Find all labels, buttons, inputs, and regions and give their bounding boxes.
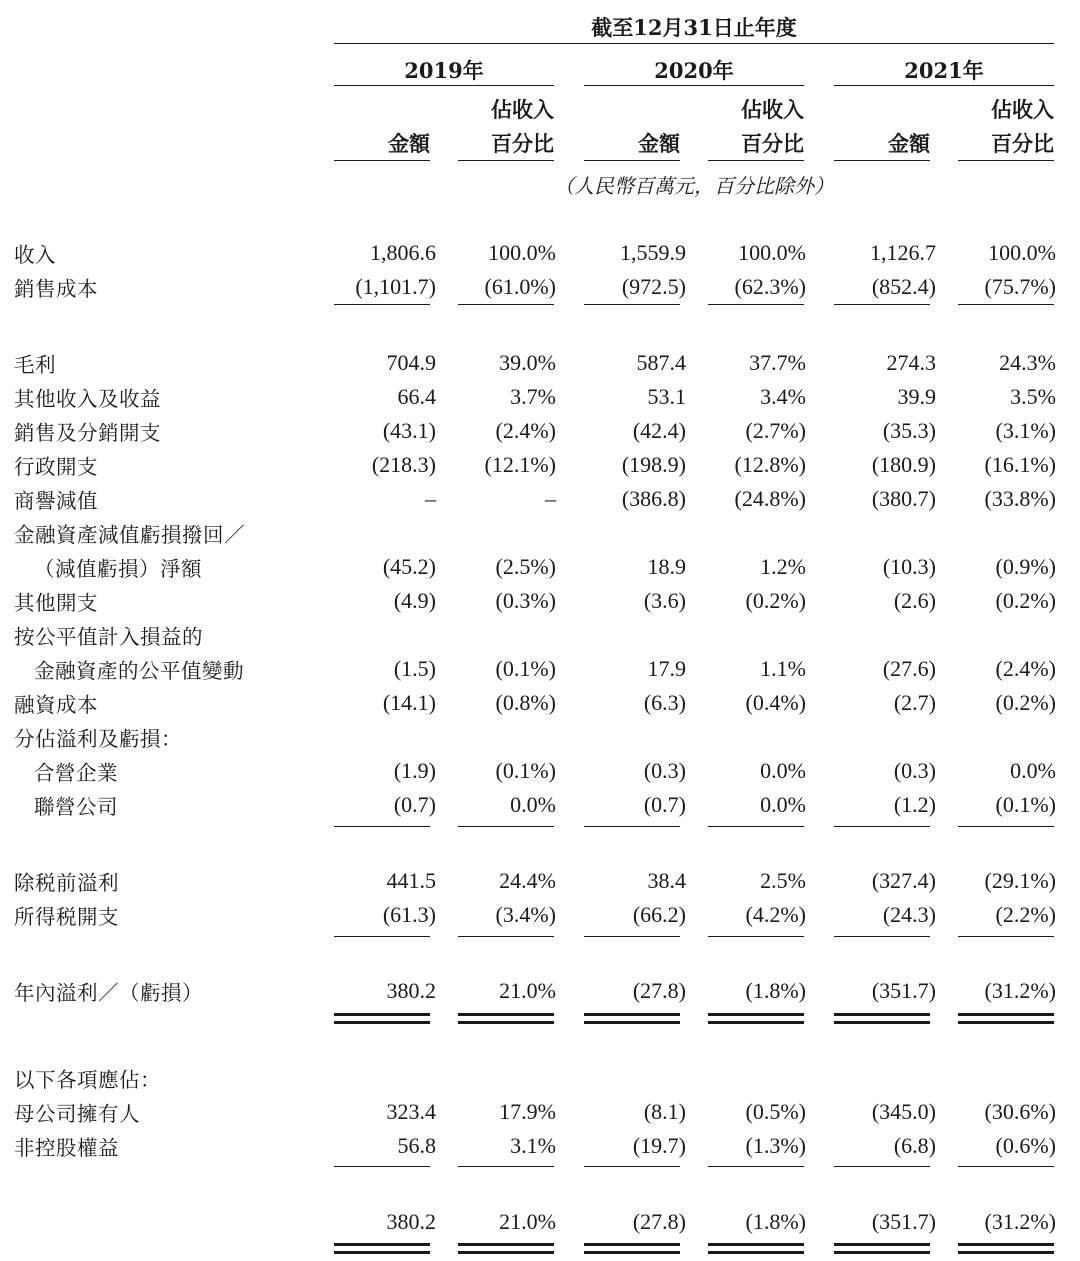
amount-cell: 1,806.6 xyxy=(370,240,436,265)
row-label: 毛利 xyxy=(14,353,56,377)
total-double-rule xyxy=(834,1243,930,1254)
percent-cell: 39.0% xyxy=(499,350,556,375)
amount-cell: (14.1) xyxy=(382,690,436,715)
percent-cell: (0.2%) xyxy=(745,588,806,613)
amount-cell: (0.7) xyxy=(393,792,436,817)
total-double-rule xyxy=(334,1013,430,1024)
percent-cell: (4.2%) xyxy=(745,902,806,927)
total-double-rule xyxy=(708,1243,804,1254)
amount-cell: (972.5) xyxy=(621,274,686,299)
subtotal-rule xyxy=(458,826,554,827)
col-pct1-2019: 佔收入 xyxy=(491,97,554,122)
amount-cell: (19.7) xyxy=(632,1133,686,1158)
amount-cell: (45.2) xyxy=(382,554,436,579)
year-rule-2021 xyxy=(834,85,1054,86)
percent-cell: – xyxy=(545,486,556,511)
amount-cell: – xyxy=(425,486,436,511)
amount-cell: 380.2 xyxy=(386,1209,436,1234)
percent-cell: 1.2% xyxy=(760,554,806,579)
subtotal-rule xyxy=(708,304,804,305)
col-pct1-2021: 佔收入 xyxy=(991,97,1054,122)
amount-cell: (1,101.7) xyxy=(355,274,436,299)
subtotal-rule xyxy=(584,936,680,937)
amount-cell: 66.4 xyxy=(397,384,436,409)
amount-cell: 380.2 xyxy=(386,978,436,1003)
amount-cell: (180.9) xyxy=(871,452,936,477)
amount-cell: 441.5 xyxy=(386,868,436,893)
unit-note: （人民幣百萬元，百分比除外） xyxy=(554,174,834,198)
percent-cell: (0.9%) xyxy=(995,554,1056,579)
amount-cell: 704.9 xyxy=(386,350,436,375)
row-label: 母公司擁有人 xyxy=(14,1102,140,1126)
amount-cell: (4.9) xyxy=(393,588,436,613)
subtotal-rule xyxy=(458,1166,554,1167)
percent-cell: 3.5% xyxy=(1010,384,1056,409)
subtotal-rule xyxy=(708,936,804,937)
amount-cell: (42.4) xyxy=(632,418,686,443)
amount-cell: (1.5) xyxy=(393,656,436,681)
subtotal-rule xyxy=(334,304,430,305)
amount-cell: (0.3) xyxy=(893,758,936,783)
percent-cell: (0.2%) xyxy=(995,588,1056,613)
amount-cell: 39.9 xyxy=(897,384,936,409)
subtotal-rule xyxy=(958,936,1054,937)
percent-cell: 17.9% xyxy=(499,1099,556,1124)
percent-cell: (0.1%) xyxy=(495,656,556,681)
percent-cell: 3.7% xyxy=(510,384,556,409)
col-amount-2019: 金額 xyxy=(388,131,430,156)
row-label: 所得税開支 xyxy=(14,905,119,929)
year-rule-2019 xyxy=(334,85,554,86)
subtotal-rule xyxy=(834,1166,930,1167)
percent-cell: (75.7%) xyxy=(984,274,1056,299)
col-rule xyxy=(834,160,930,161)
row-label: 銷售及分銷開支 xyxy=(14,421,161,445)
percent-cell: (0.1%) xyxy=(495,758,556,783)
subtotal-rule xyxy=(334,826,430,827)
percent-cell: (0.6%) xyxy=(995,1133,1056,1158)
year-rule-2020 xyxy=(584,85,804,86)
percent-cell: (0.8%) xyxy=(495,690,556,715)
amount-cell: 587.4 xyxy=(636,350,686,375)
percent-cell: 3.4% xyxy=(760,384,806,409)
percent-cell: (29.1%) xyxy=(984,868,1056,893)
amount-cell: 274.3 xyxy=(886,350,936,375)
amount-cell: (218.3) xyxy=(371,452,436,477)
percent-cell: (30.6%) xyxy=(984,1099,1056,1124)
col-pct1-2020: 佔收入 xyxy=(741,97,804,122)
percent-cell: (62.3%) xyxy=(734,274,806,299)
col-rule xyxy=(958,160,1054,161)
amount-cell: 53.1 xyxy=(647,384,686,409)
total-double-rule xyxy=(458,1243,554,1254)
subtotal-rule xyxy=(958,826,1054,827)
subtotal-rule xyxy=(584,304,680,305)
percent-cell: (0.5%) xyxy=(745,1099,806,1124)
row-label: 融資成本 xyxy=(14,693,98,717)
amount-cell: (852.4) xyxy=(871,274,936,299)
amount-cell: (27.6) xyxy=(882,656,936,681)
percent-cell: (2.4%) xyxy=(495,418,556,443)
amount-cell: (10.3) xyxy=(882,554,936,579)
percent-cell: (0.2%) xyxy=(995,690,1056,715)
col-pct2-2021: 百分比 xyxy=(991,131,1054,156)
row-label: 聯營公司 xyxy=(34,795,118,819)
percent-cell: 0.0% xyxy=(760,758,806,783)
col-pct2-2020: 百分比 xyxy=(741,131,804,156)
amount-cell: (35.3) xyxy=(882,418,936,443)
percent-cell: 2.5% xyxy=(760,868,806,893)
col-amount-2020: 金額 xyxy=(638,131,680,156)
amount-cell: (66.2) xyxy=(632,902,686,927)
total-double-rule xyxy=(584,1243,680,1254)
percent-cell: (2.4%) xyxy=(995,656,1056,681)
col-rule xyxy=(708,160,804,161)
total-double-rule xyxy=(958,1243,1054,1254)
total-double-rule xyxy=(958,1013,1054,1024)
amount-cell: (2.7) xyxy=(893,690,936,715)
col-pct2-2019: 百分比 xyxy=(491,131,554,156)
year-2019: 2019年 xyxy=(404,58,484,83)
percent-cell: (31.2%) xyxy=(984,1209,1056,1234)
row-label: 除税前溢利 xyxy=(14,871,119,895)
percent-cell: 37.7% xyxy=(749,350,806,375)
percent-cell: 0.0% xyxy=(1010,758,1056,783)
amount-cell: 56.8 xyxy=(397,1133,436,1158)
subtotal-rule xyxy=(334,936,430,937)
amount-cell: 38.4 xyxy=(647,868,686,893)
subtotal-rule xyxy=(334,1166,430,1167)
amount-cell: 1,559.9 xyxy=(620,240,686,265)
percent-cell: 100.0% xyxy=(488,240,556,265)
percent-cell: (12.8%) xyxy=(734,452,806,477)
percent-cell: 100.0% xyxy=(738,240,806,265)
row-label: 金融資產減值虧損撥回／ xyxy=(14,523,245,547)
amount-cell: (380.7) xyxy=(871,486,936,511)
amount-cell: (351.7) xyxy=(871,978,936,1003)
row-label: 商譽減值 xyxy=(14,489,98,513)
percent-cell: (33.8%) xyxy=(984,486,1056,511)
year-2020: 2020年 xyxy=(654,58,734,83)
row-label: 其他開支 xyxy=(14,591,98,615)
amount-cell: (198.9) xyxy=(621,452,686,477)
row-label: 分佔溢利及虧損： xyxy=(14,727,182,751)
percent-cell: 0.0% xyxy=(510,792,556,817)
percent-cell: (2.7%) xyxy=(745,418,806,443)
total-double-rule xyxy=(584,1013,680,1024)
percent-cell: (2.5%) xyxy=(495,554,556,579)
percent-cell: 21.0% xyxy=(499,1209,556,1234)
row-label: 其他收入及收益 xyxy=(14,387,161,411)
percent-cell: (24.8%) xyxy=(734,486,806,511)
percent-cell: (0.4%) xyxy=(745,690,806,715)
period-title: 截至12月31日止年度 xyxy=(591,15,797,40)
subtotal-rule xyxy=(458,936,554,937)
row-label: 按公平值計入損益的 xyxy=(14,625,203,649)
amount-cell: 323.4 xyxy=(386,1099,436,1124)
percent-cell: (61.0%) xyxy=(484,274,556,299)
subtotal-rule xyxy=(958,1166,1054,1167)
subtotal-rule xyxy=(584,826,680,827)
amount-cell: 1,126.7 xyxy=(870,240,936,265)
row-label: 以下各項應佔： xyxy=(14,1068,161,1092)
percent-cell: (3.4%) xyxy=(495,902,556,927)
subtotal-rule xyxy=(834,304,930,305)
amount-cell: (3.6) xyxy=(643,588,686,613)
percent-cell: (0.3%) xyxy=(495,588,556,613)
percent-cell: (1.3%) xyxy=(745,1133,806,1158)
total-double-rule xyxy=(334,1243,430,1254)
subtotal-rule xyxy=(584,1166,680,1167)
amount-cell: (1.9) xyxy=(393,758,436,783)
percent-cell: 100.0% xyxy=(988,240,1056,265)
amount-cell: (6.3) xyxy=(643,690,686,715)
col-rule xyxy=(458,160,554,161)
amount-cell: (0.7) xyxy=(643,792,686,817)
amount-cell: (386.8) xyxy=(621,486,686,511)
total-double-rule xyxy=(458,1013,554,1024)
total-double-rule xyxy=(708,1013,804,1024)
subtotal-rule xyxy=(708,826,804,827)
amount-cell: (24.3) xyxy=(882,902,936,927)
subtotal-rule xyxy=(708,1166,804,1167)
row-label: 收入 xyxy=(14,243,56,267)
row-label: 非控股權益 xyxy=(14,1136,119,1160)
amount-cell: (43.1) xyxy=(382,418,436,443)
percent-cell: 21.0% xyxy=(499,978,556,1003)
amount-cell: 17.9 xyxy=(647,656,686,681)
subtotal-rule xyxy=(458,304,554,305)
percent-cell: (1.8%) xyxy=(745,1209,806,1234)
percent-cell: (0.1%) xyxy=(995,792,1056,817)
percent-cell: 24.3% xyxy=(999,350,1056,375)
row-label: 年內溢利／（虧損） xyxy=(14,981,203,1005)
col-rule xyxy=(584,160,680,161)
amount-cell: (327.4) xyxy=(871,868,936,893)
row-label: 銷售成本 xyxy=(14,277,98,301)
amount-cell: (0.3) xyxy=(643,758,686,783)
row-label: 合營企業 xyxy=(34,761,118,785)
percent-cell: (2.2%) xyxy=(995,902,1056,927)
percent-cell: (16.1%) xyxy=(984,452,1056,477)
subtotal-rule xyxy=(834,826,930,827)
percent-cell: (12.1%) xyxy=(484,452,556,477)
percent-cell: 1.1% xyxy=(760,656,806,681)
row-label: 金融資產的公平值變動 xyxy=(34,659,244,683)
header-rule xyxy=(334,43,1054,44)
year-2021: 2021年 xyxy=(904,58,984,83)
amount-cell: (2.6) xyxy=(893,588,936,613)
amount-cell: (61.3) xyxy=(382,902,436,927)
subtotal-rule xyxy=(958,304,1054,305)
amount-cell: (345.0) xyxy=(871,1099,936,1124)
amount-cell: (1.2) xyxy=(893,792,936,817)
amount-cell: (27.8) xyxy=(632,978,686,1003)
percent-cell: (1.8%) xyxy=(745,978,806,1003)
row-label: （減值虧損）淨額 xyxy=(34,557,202,581)
amount-cell: (8.1) xyxy=(643,1099,686,1124)
percent-cell: (31.2%) xyxy=(984,978,1056,1003)
percent-cell: (3.1%) xyxy=(995,418,1056,443)
col-rule xyxy=(334,160,430,161)
amount-cell: (351.7) xyxy=(871,1209,936,1234)
row-label: 行政開支 xyxy=(14,455,98,479)
amount-cell: 18.9 xyxy=(647,554,686,579)
subtotal-rule xyxy=(834,936,930,937)
percent-cell: 24.4% xyxy=(499,868,556,893)
percent-cell: 3.1% xyxy=(510,1133,556,1158)
amount-cell: (27.8) xyxy=(632,1209,686,1234)
percent-cell: 0.0% xyxy=(760,792,806,817)
amount-cell: (6.8) xyxy=(893,1133,936,1158)
total-double-rule xyxy=(834,1013,930,1024)
col-amount-2021: 金額 xyxy=(888,131,930,156)
